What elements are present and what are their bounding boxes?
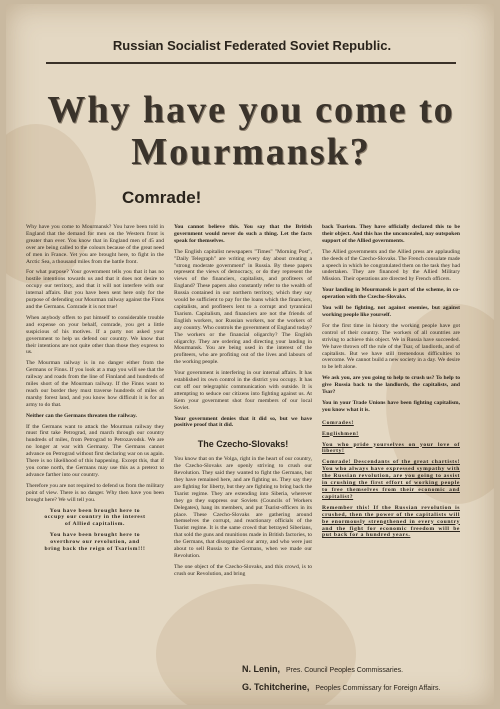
paragraph: Therefore you are not required to defend us from the military point of view. There is no danger. Why then have you been brought here? We will tell you. bbox=[26, 482, 164, 503]
section-heading: The Czecho-Slovaks! bbox=[197, 439, 289, 450]
paragraph: The Mourman railway is in no danger either from the Germans or Finns. If you look at a map you will see that the railway and roads from the line of Finnland and hundreds of miles short of the Mourman railway. If the Finns want to reach our border they must traverse hundreds of miles of marshy forest land, and you know how difficult it is for an army to do that. bbox=[26, 360, 164, 408]
paragraph: Your government denies that it did so, but we have positive proof that it did. bbox=[174, 415, 312, 429]
header-title: Russian Socialist Federated Soviet Republic. bbox=[112, 38, 392, 53]
paragraph: You know that on the Volga, right in the heart of our country, the Czecho-Slovaks are openly striving to crush our Revolution. They said they wanted to fight the Germans, but they have remained here, and are fighting us. They say they are fighting for liberty, but they are fighting to bring back the Tsarist regime. They are extending into Siberia, wherever they go they suppress our Soviets (Councils of Workers Delegates), hang its members, and put Tsarist-officers in its place. These Czecho-Slovaks are gathering around themselves the corrupt, and reactionary officials of the Tsarist regime. It is the same crowd that betrayed Siberians, that sold the guns and munitions made in British factories, to the Germans, that disorganized our army, and who were just about to sell Russia to the Germans, when we made our Revolution. bbox=[174, 456, 312, 559]
column-3 bbox=[322, 224, 460, 543]
appeal-englishmen: Englishmen! bbox=[322, 430, 359, 437]
title-line-2: Mourmansk? bbox=[131, 131, 371, 173]
paragraph: back Tsarism. They have officially declared this to be their object. And this has the unconcealed, nay outspoken support of the Allied governments. bbox=[322, 224, 460, 244]
paragraph: Neither can the Germans threaten the railway. bbox=[26, 412, 137, 419]
paragraph: You in your Trade Unions have been fighting capitalism, you know what it is. bbox=[322, 399, 460, 413]
appeal-text: Comrade! Descendants of the great chartists! You who always have expressed sympathy with the Russian revolution, are you going to assist in crushing the first effort of working people to free themselves from their economic and capitalist? bbox=[322, 459, 460, 500]
column-1 bbox=[26, 224, 164, 557]
paragraph: The English capitalist newspapers "Times" "Morning Post", "Daily Telegraph" are writing every day about creating a "strong moderate government" in Russia. By these papers represent the views of democracy, or do they represent the views of the financiers, capitalists, and profiteers of England? These papers also constantly refer to the wealth of Russia contained in our northern territory, which they say would be sufficient to pay for the loans which the financiers, capitalists, and profiteers lent to a corrupt and tyrannical Tsarism. Capitalism, and financiers are not the friends of English workers, nor Russian workers, nor the workers of any country. Who controls the government of England today? The workers or the financial oligarchy? The English oligarchy. They are ordering and directing your landing in Mourmansk. You are being used in the interest of the profiteers, who are profiting out of the lives and labours of the working people. bbox=[174, 248, 312, 366]
boxed-statement: You have been brought here to occupy our country in the interest of Allied capitalism. bbox=[44, 507, 146, 528]
paragraph: If the Germans want to attack the Mourman railway they must first take Petrograd, and march through our country hundreds of miles, from Petrograd to Petrozavodsk. We are no longer at war with Germany. The Germans cannot advance on Petrograd without first declaring war on us again. There is no likelihood of this happening. Except this, that if you come north, the Germans may use this as a pretext to advance farther into our country. bbox=[26, 423, 164, 478]
appeal-comrades: Comrades! bbox=[322, 419, 354, 426]
signature-lenin bbox=[242, 664, 403, 674]
leaflet-page bbox=[6, 4, 494, 705]
appeal-text: You who pride yourselves on your love of liberty! bbox=[322, 441, 460, 455]
signatory-name: G. Tchitcherine, bbox=[242, 682, 310, 692]
signature-tchitcherine bbox=[242, 682, 440, 692]
signatory-role: Peoples Commissary for Foreign Affairs. bbox=[315, 685, 441, 692]
paragraph: You cannot believe this. You say that the British government would never do such a thing. Let the facts speak for themselves. bbox=[174, 224, 312, 244]
header-rule bbox=[46, 62, 456, 64]
paragraph: For what purpose? Your government tells you that it has no hostile intentions towards us and that it does not desire to occupy our territory, and that it will not interfere with our internal affairs. But you have been sent here only for the purpose of defending our Mourman railway against the Finns and the Germans. Comrade it is not true! bbox=[26, 269, 164, 310]
paragraph: We ask you, are you going to help to crush us? To help to give Russia back to the landlords, the capitalists, and Tsar? bbox=[322, 375, 460, 396]
column-2 bbox=[174, 224, 312, 582]
paragraph: You will be fighting, not against enemies, but against working people like yourself. bbox=[322, 305, 460, 318]
paragraph: The one object of the Czecho-Slovaks, and this crowd, is to crush our Revolution, and bring bbox=[174, 563, 312, 577]
appeal-text: Remember this! If the Russian revolution is crushed, then the power of the capitalists will be enormously strengthened in every country and the fight for economic freedom will be put back for a hundred years. bbox=[322, 504, 460, 539]
title-line-1: Why have you come to bbox=[47, 89, 455, 131]
paragraph: For the first time in history the working people have got control of their country. The workers of all countries are striving to achieve this object. We in Russia have succeeded. We have thrown off the rule of the Tsar, of landlords, and of capitalists. But we have still tremendous difficulties to overcome. We cannot build a new society in a day. We desire to be left alone. bbox=[322, 322, 460, 371]
paragraph: Your government is interfering in our internal affairs. It has established its own control in the district you occupy. It has cut off our telegraphic communication with outside. It is attempting to seduce our citizens into fighting against us. At Kem your government shot four members of our local Soviet. bbox=[174, 370, 312, 411]
salutation: Comrade! bbox=[122, 188, 202, 207]
paragraph: Your landing in Mourmansk is part of the scheme, in co-operation with the Czecho-Slovaks. bbox=[322, 287, 460, 301]
paragraph: Why have you come to Mourmansk? You have been told in England that the demand for men on the Western front is greater than ever. You know that in England men of 45 and over are being called to the colours because of the great need of men in France. Yet you are brought here, to fight in the Arctic Sea, a thousand miles from the battle front. bbox=[26, 224, 164, 265]
paragraph: When anybody offers to put himself to considerable trouble and expense on your behalf, comrade, you get a little suspicious of his motives. If a party not asked your government to help us defend our country. We know that their intentions are not quite other than those they express to us. bbox=[26, 314, 164, 356]
paragraph: The Allied governments and the Allied press are applauding the deeds of the Czecho-Slovaks. The French consulate made a speech in which he congratulated them on the task they had undertaken. They are financed by the Allied Military Mission. Their operations are directed by French officers. bbox=[322, 248, 460, 283]
signatory-role: Pres. Council Peoples Commissaries. bbox=[285, 667, 404, 674]
boxed-statement: You have been brought here to overthrow our revolution, and bring back the reign of Tsarism!!! bbox=[44, 532, 146, 553]
signatory-name: N. Lenin, bbox=[242, 664, 280, 674]
